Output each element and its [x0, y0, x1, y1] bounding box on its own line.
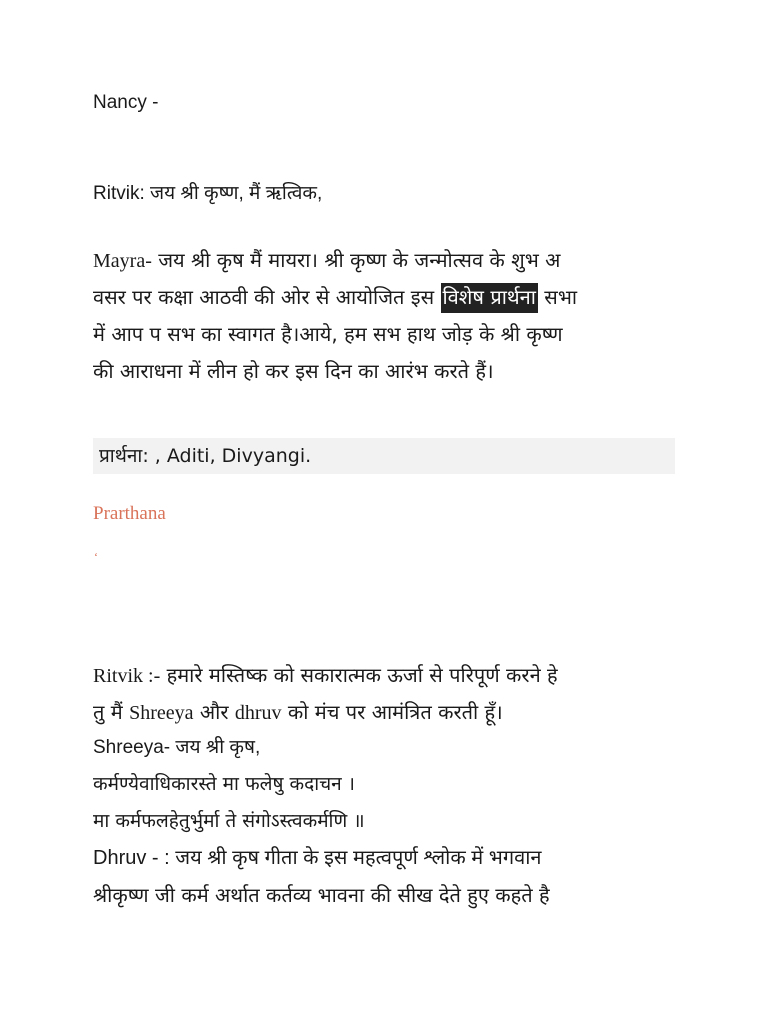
shloka-line-2: मा कर्मफलहेतुर्भुर्मा ते संगोऽस्त्वकर्मणि ॥ [93, 810, 365, 832]
mayra-line-1-text: जय श्री कृष मैं मायरा। श्री कृष्ण के जन्मोत्सव के शुभ अ [151, 248, 561, 272]
dhruv-line-2: श्रीकृष्ण जी कर्म अर्थात कर्तव्य भावना की सीख देते हुए कहते है [93, 883, 550, 907]
name-shreeya: Shreeya [129, 702, 194, 724]
speaker-line-ritvik-intro: Ritvik: जय श्री कृष्ण, मैं ऋत्विक, [93, 183, 323, 204]
mayra-paragraph-line-2 [93, 284, 577, 310]
quote-mark: ‘ [94, 550, 98, 564]
ritvik-line-2-start: तु मैं [93, 700, 130, 724]
dhruv-line-1: Dhruv - : जय श्री कृष गीता के इस महत्वपूर्ण श्लोक में भगवान [93, 847, 542, 869]
mayra-paragraph-line-1 [93, 247, 560, 274]
ritvik-line-2-mid: और [193, 700, 235, 724]
ritvik-paragraph-line-2 [93, 699, 503, 726]
mayra-paragraph-line-4: की आराधना में लीन हो कर इस दिन का आरंभ करते हैं। [93, 359, 494, 383]
prayer-line: प्रार्थना: , Aditi, Divyangi. [99, 445, 312, 467]
ritvik-line-1-text: हमारे मस्तिष्क को सकारात्मक ऊर्जा से परिपूर्ण करने हे [160, 663, 558, 687]
prarthana-heading: Prarthana [93, 503, 166, 524]
mayra-line-2-text: वसर पर कक्षा आठवी की ओर से आयोजित इस [93, 285, 441, 309]
shloka-line-1: कर्मण्येवाधिकारस्ते मा फलेषु कदाचन । [93, 773, 355, 795]
mayra-paragraph-line-3: में आप प सभ का स्वागत है।आये, हम सभ हाथ जोड़ के श्री कृष्ण [93, 322, 563, 346]
ritvik-paragraph-line-1 [93, 662, 558, 689]
speaker-line-shreeya: Shreeya- जय श्री कृष, [93, 737, 261, 758]
name-dhruv: dhruv [234, 702, 282, 724]
speaker-name-mayra: Mayra- [93, 250, 152, 272]
prayer-box [93, 438, 675, 474]
highlighted-text: विशेष प्रार्थना [441, 283, 538, 313]
speaker-name-ritvik: Ritvik :- [93, 665, 161, 687]
ritvik-line-2-end: को मंच पर आमंत्रित करती हूँ। [281, 700, 503, 724]
mayra-line-2-end: सभा [537, 285, 578, 309]
speaker-line-nancy: Nancy - [93, 92, 159, 113]
